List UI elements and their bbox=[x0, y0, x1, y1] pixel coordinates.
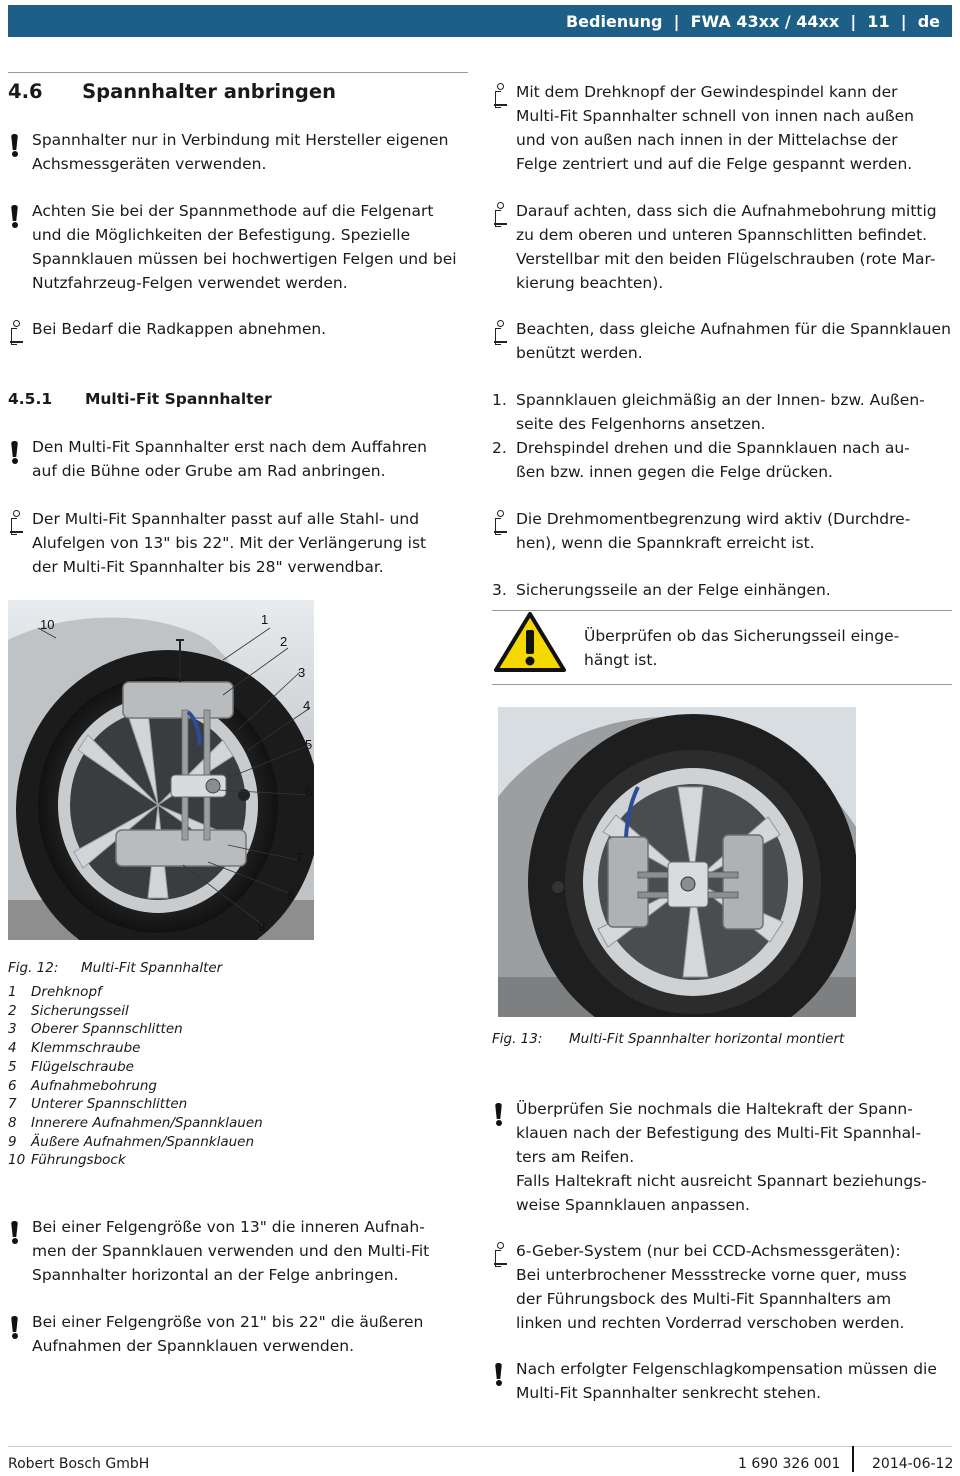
fig12-callout-9: 8 bbox=[287, 888, 295, 903]
section-heading bbox=[8, 80, 336, 103]
right-top-note-1-line-2: Multi-Fit Spannhalter schnell von innen nach außen bbox=[516, 107, 914, 125]
legend-text: Sicherungsseil bbox=[31, 1002, 129, 1019]
wheel-clamp-photo-horizontal bbox=[498, 707, 856, 1017]
legend-text: Äußere Aufnahmen/Spannklauen bbox=[31, 1133, 255, 1150]
info-icon bbox=[494, 202, 508, 226]
right-bottom-note-3-line-2: Multi-Fit Spannhalter senkrecht stehen. bbox=[516, 1384, 822, 1402]
fig13-title: Multi-Fit Spannhalter horizontal montiert bbox=[569, 1031, 845, 1047]
right-top-note-2-line-2: zu dem oberen und unteren Spannschlitten befindet. bbox=[516, 226, 928, 244]
danger-box-top-rule bbox=[492, 610, 952, 611]
right-bottom-note-2-line-3: der Führungsbock des Multi-Fit Spannhalters am bbox=[516, 1290, 892, 1308]
warning-exclamation-icon bbox=[10, 441, 20, 463]
left-bottom-note-1-line-1: Bei einer Felgengröße von 13" die inneren Aufnah- bbox=[32, 1218, 425, 1236]
legend-number: 6 bbox=[8, 1077, 17, 1094]
fig12-callout-2: 1 bbox=[261, 612, 269, 627]
right-top-note-2-line-1: Darauf achten, dass sich die Aufnahmebohrung mittig bbox=[516, 202, 937, 220]
right-top-note-2-line-3: Verstellbar mit den beiden Flügelschrauben (rote Mar- bbox=[516, 250, 936, 268]
footer-separator bbox=[852, 1446, 854, 1472]
left-top-note-1-line-1: Spannhalter nur in Verbindung mit Hersteller eigenen bbox=[32, 131, 449, 149]
left-bottom-note-2-line-1: Bei einer Felgengröße von 21" bis 22" die äußeren bbox=[32, 1313, 424, 1331]
legend-number: 10 bbox=[8, 1152, 26, 1169]
left-mid-note-2-line-1: Der Multi-Fit Spannhalter passt auf alle Stahl- und bbox=[32, 510, 420, 528]
left-top-note-2-line-4: Nutzfahrzeug-Felgen verwendet werden. bbox=[32, 274, 348, 292]
legend-number: 3 bbox=[8, 1021, 17, 1038]
page-header-bar bbox=[8, 5, 952, 37]
step-2-line-2: ßen bzw. innen gegen die Felge drücken. bbox=[516, 463, 833, 481]
legend-number: 5 bbox=[8, 1058, 17, 1075]
fig12-callout-6: 5 bbox=[305, 737, 313, 752]
warning-exclamation-icon bbox=[10, 205, 20, 227]
fig12-label: Fig. 12: bbox=[8, 960, 59, 976]
left-top-note-1-line-2: Achsmessgeräten verwenden. bbox=[32, 155, 267, 173]
left-top-note-2-line-1: Achten Sie bei der Spannmethode auf die Felgenart bbox=[32, 202, 434, 220]
warning-exclamation-icon bbox=[494, 1363, 504, 1385]
right-bottom-note-2-line-1: 6-Geber-System (nur bei CCD-Achsmessgeräten): bbox=[516, 1242, 901, 1260]
legend-text: Drehknopf bbox=[31, 984, 102, 1000]
right-bottom-note-2-line-4: linken und rechten Vorderrad verschoben werden. bbox=[516, 1314, 905, 1332]
legend-text: Führungsbock bbox=[31, 1152, 126, 1169]
fig12-callout-3: 2 bbox=[280, 634, 288, 649]
fig12-legend bbox=[8, 983, 263, 1170]
right-bottom-note-1-line-5: weise Spannklauen anpassen. bbox=[516, 1196, 750, 1214]
header-text: Bedienung | FWA 43xx / 44xx | 11 | de bbox=[565, 12, 940, 31]
info-icon bbox=[10, 510, 24, 534]
right-top-note-3-line-2: benützt werden. bbox=[516, 344, 643, 362]
footer-date: 2014-06-12 bbox=[872, 1456, 954, 1472]
right-top-note-3-line-1: Beachten, dass gleiche Aufnahmen für die Spannklauen bbox=[516, 320, 951, 338]
footer-company: Robert Bosch GmbH bbox=[8, 1456, 150, 1472]
fig13-caption bbox=[492, 1031, 844, 1047]
legend-text: Klemmschraube bbox=[31, 1040, 141, 1057]
left-top-note-3-line-1: Bei Bedarf die Radkappen abnehmen. bbox=[32, 320, 327, 338]
fig12-callout-8: 7 bbox=[296, 850, 304, 865]
danger-line-1: Überprüfen ob das Sicherungsseil einge- bbox=[584, 627, 900, 645]
step-1-line-2: seite des Felgenhorns ansetzen. bbox=[516, 415, 766, 433]
right-bottom-note-2-line-2: Bei unterbrochener Messstrecke vorne quer, muss bbox=[516, 1266, 907, 1284]
warning-exclamation-icon bbox=[10, 1316, 20, 1338]
fig12-callout-5: 4 bbox=[303, 698, 311, 713]
fig12-photo bbox=[8, 600, 314, 940]
warning-triangle-icon bbox=[494, 612, 566, 672]
legend-text: Oberer Spannschlitten bbox=[31, 1021, 183, 1038]
info-icon bbox=[494, 83, 508, 107]
legend-row bbox=[8, 1002, 263, 1021]
left-top-note-2-line-2: und die Möglichkeiten der Befestigung. Spezielle bbox=[32, 226, 411, 244]
step-info-line-2: hen), wenn die Spannkraft erreicht ist. bbox=[516, 534, 815, 552]
legend-row bbox=[8, 1114, 263, 1133]
step-1-number: 1. bbox=[492, 391, 507, 409]
step-2-number: 2. bbox=[492, 439, 507, 457]
legend-row bbox=[8, 1020, 263, 1039]
legend-number: 1 bbox=[8, 984, 17, 1000]
info-icon bbox=[494, 320, 508, 344]
danger-line-2: hängt ist. bbox=[584, 651, 658, 669]
left-bottom-note-1-line-3: Spannhalter horizontal an der Felge anbringen. bbox=[32, 1266, 399, 1284]
legend-text: Innerere Aufnahmen/Spannklauen bbox=[31, 1114, 263, 1131]
legend-number: 9 bbox=[8, 1133, 17, 1150]
right-bottom-note-1-line-1: Überprüfen Sie nochmals die Haltekraft der Spann- bbox=[516, 1100, 913, 1118]
info-icon bbox=[10, 320, 24, 344]
danger-box-bottom-rule bbox=[492, 684, 952, 685]
subsection-heading bbox=[8, 390, 272, 408]
step-2-line-1: Drehspindel drehen und die Spannklauen nach au- bbox=[516, 439, 910, 457]
right-top-note-1-line-3: und von außen nach innen in der Mittelachse der bbox=[516, 131, 898, 149]
left-mid-note-1-line-2: auf die Bühne oder Grube am Rad anbringen. bbox=[32, 462, 386, 480]
warning-exclamation-icon bbox=[10, 1221, 20, 1243]
right-bottom-note-1-line-3: ters am Reifen. bbox=[516, 1148, 635, 1166]
left-bottom-note-2-line-2: Aufnahmen der Spannklauen verwenden. bbox=[32, 1337, 355, 1355]
fig12-callout-10: 9 bbox=[258, 919, 266, 934]
legend-row bbox=[8, 1095, 263, 1114]
right-bottom-note-1-line-2: klauen nach der Befestigung des Multi-Fit Spannhal- bbox=[516, 1124, 922, 1142]
left-top-note-2-line-3: Spannklauen müssen bei hochwertigen Felgen und bei bbox=[32, 250, 457, 268]
legend-number: 7 bbox=[8, 1096, 17, 1113]
step-info-line-1: Die Drehmomentbegrenzung wird aktiv (Durchdre- bbox=[516, 510, 911, 528]
left-mid-note-1-line-1: Den Multi-Fit Spannhalter erst nach dem Auffahren bbox=[32, 438, 427, 456]
legend-text: Flügelschraube bbox=[31, 1058, 134, 1075]
left-mid-note-2-line-2: Alufelgen von 13" bis 22". Mit der Verlängerung ist bbox=[32, 534, 427, 552]
step-3-text: Sicherungsseile an der Felge einhängen. bbox=[516, 581, 831, 599]
fig12-callout-7: 6 bbox=[305, 784, 313, 799]
left-mid-note-2-line-3: der Multi-Fit Spannhalter bis 28" verwendbar. bbox=[32, 558, 384, 576]
step-1-line-1: Spannklauen gleichmäßig an der Innen- bzw. Außen- bbox=[516, 391, 925, 409]
subsection-title: Multi-Fit Spannhalter bbox=[84, 390, 272, 408]
section-number: 4.6 bbox=[8, 80, 43, 103]
right-top-note-1-line-4: Felge zentriert und auf die Felge gespannt werden. bbox=[516, 155, 913, 173]
legend-number: 8 bbox=[8, 1114, 17, 1131]
fig13-label: Fig. 13: bbox=[492, 1031, 543, 1047]
info-icon bbox=[494, 1242, 508, 1266]
warning-exclamation-icon bbox=[10, 134, 20, 156]
info-icon bbox=[494, 510, 508, 534]
right-top-note-1-line-1: Mit dem Drehknopf der Gewindespindel kann der bbox=[516, 83, 898, 101]
legend-row bbox=[8, 1133, 263, 1152]
subsection-number: 4.5.1 bbox=[8, 390, 53, 408]
legend-number: 4 bbox=[8, 1040, 17, 1057]
legend-number: 2 bbox=[8, 1002, 17, 1019]
wheel-clamp-photo-vertical bbox=[8, 600, 314, 940]
fig12-caption bbox=[8, 960, 222, 976]
fig12-callout-1: 10 bbox=[40, 617, 55, 632]
legend-row bbox=[8, 1077, 263, 1096]
footer-docnum: 1 690 326 001 bbox=[738, 1456, 841, 1472]
step-3-number: 3. bbox=[492, 581, 507, 599]
fig13-photo bbox=[498, 707, 856, 1017]
fig12-title: Multi-Fit Spannhalter bbox=[81, 960, 223, 976]
footer-rule bbox=[8, 1446, 952, 1447]
legend-text: Unterer Spannschlitten bbox=[31, 1096, 188, 1113]
right-bottom-note-1-line-4: Falls Haltekraft nicht ausreicht Spannart beziehungs- bbox=[516, 1172, 927, 1190]
fig12-callout-4: 3 bbox=[298, 665, 306, 680]
legend-row bbox=[8, 983, 263, 1002]
section-title: Spannhalter anbringen bbox=[82, 80, 336, 103]
legend-text: Aufnahmebohrung bbox=[31, 1077, 158, 1094]
right-bottom-note-3-line-1: Nach erfolgter Felgenschlagkompensation müssen die bbox=[516, 1360, 937, 1378]
left-column-rule bbox=[8, 72, 468, 73]
warning-exclamation-icon bbox=[494, 1103, 504, 1125]
left-bottom-note-1-line-2: men der Spannklauen verwenden und den Multi-Fit bbox=[32, 1242, 430, 1260]
legend-row bbox=[8, 1151, 263, 1170]
legend-row bbox=[8, 1058, 263, 1077]
right-top-note-2-line-4: kierung beachten). bbox=[516, 274, 664, 292]
legend-row bbox=[8, 1039, 263, 1058]
